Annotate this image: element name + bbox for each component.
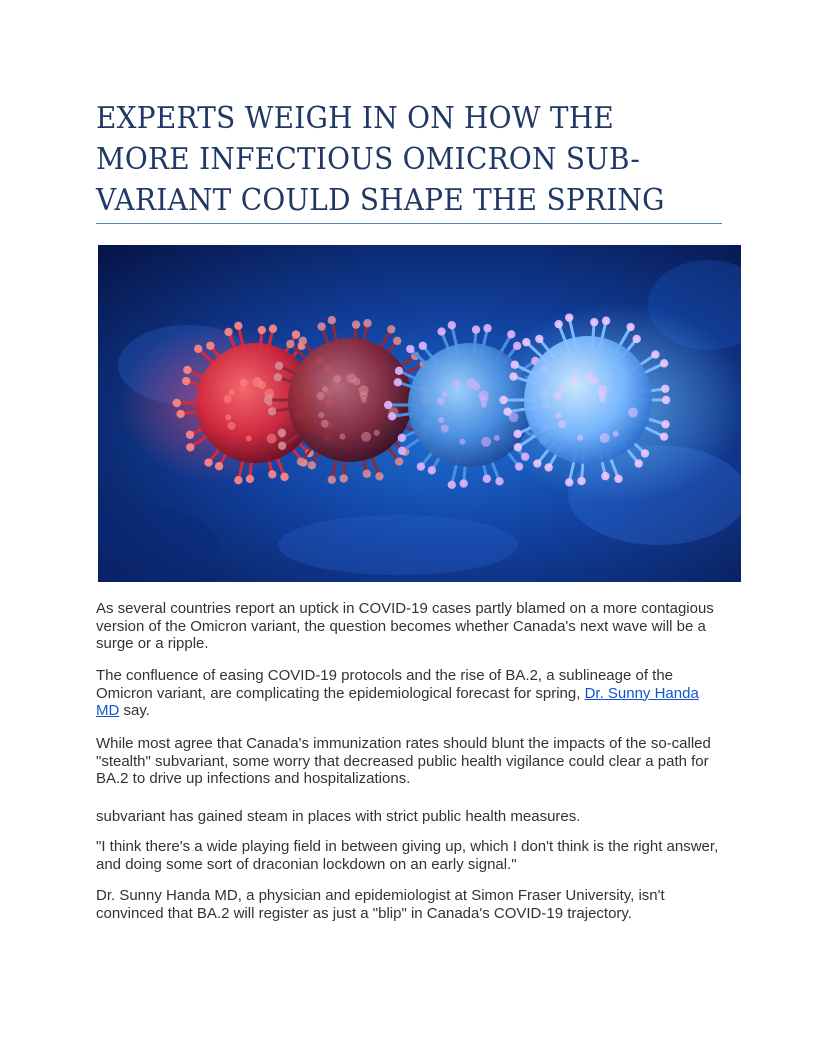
paragraph-text: say. xyxy=(119,702,150,719)
paragraph-intro: As several countries report an uptick in COVID-19 cases partly blamed on a more contagious version of the Omicron variant, the question becomes whether Canada's next wave will be a surge or a ripple. xyxy=(96,600,714,652)
paragraph-subvariant: subvariant has gained steam in places with strict public health measures. xyxy=(96,808,581,825)
expert-link[interactable]: Dr. Sunny Handa MD xyxy=(96,684,699,719)
paragraph-text: The confluence of easing COVID-19 protocols and the rise of BA.2, a sublineage of the Omicron variant, are complicating the epidemiological forecast for spring, xyxy=(96,667,674,702)
paragraph-quote: "I think there's a wide playing field in between giving up, which I don't think is the right answer, and doing some sort of draconian lockdown on an early signal." xyxy=(96,838,719,873)
hero-image xyxy=(98,245,741,582)
virus-illustration xyxy=(98,245,741,582)
article-title: EXPERTS WEIGH IN ON HOW THE MORE INFECTIOUS OMICRON SUB-VARIANT COULD SHAPE THE SPRING xyxy=(96,101,665,218)
paragraph-immunization: While most agree that Canada's immunization rates should blunt the impacts of the so-called "stealth" subvariant, some worry that decreased public health vigilance could clear a path for BA.2 to drive up infections and hospitalizations. xyxy=(96,735,711,787)
paragraph-confluence xyxy=(96,667,721,720)
title-divider xyxy=(96,223,722,224)
paragraph-expert: Dr. Sunny Handa MD, a physician and epidemiologist at Simon Fraser University, isn't convinced that BA.2 will register as just a "blip" in Canada's COVID-19 trajectory. xyxy=(96,887,665,922)
